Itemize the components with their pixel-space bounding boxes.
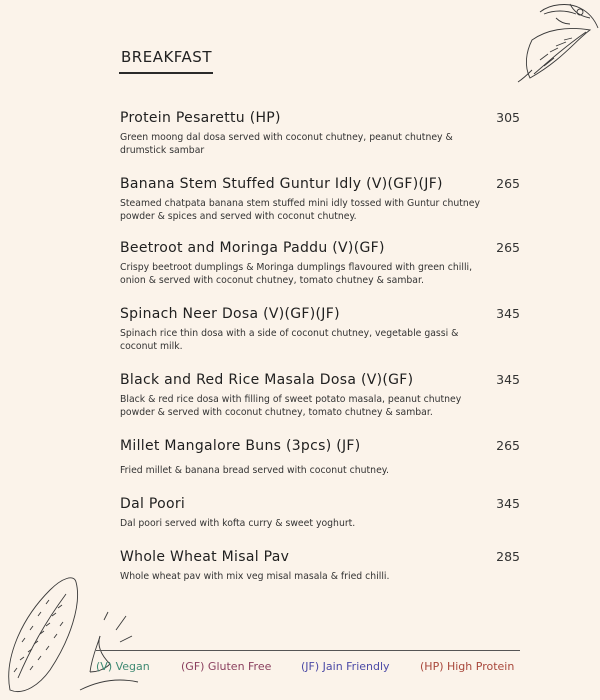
menu-item bbox=[120, 110, 520, 157]
menu-item bbox=[120, 306, 520, 353]
section-title: BREAKFAST bbox=[121, 48, 212, 66]
legend-divider bbox=[96, 650, 520, 651]
item-description: Spinach rice thin dosa with a side of coconut chutney, vegetable gassi & coconut milk. bbox=[120, 328, 459, 352]
item-name: Spinach Neer Dosa (V)(GF)(JF) bbox=[120, 306, 340, 322]
menu-item bbox=[120, 372, 520, 419]
item-description: Steamed chatpata banana stem stuffed mini idly tossed with Guntur chutney powder & spices and served with coconut chutney. bbox=[120, 198, 480, 222]
legend-gluten-free: (GF) Gluten Free bbox=[181, 660, 272, 673]
menu-item bbox=[120, 496, 520, 530]
item-price: 265 bbox=[496, 438, 520, 453]
jackfruit-sketch-icon bbox=[0, 560, 140, 700]
item-description: Black & red rice dosa with filling of sweet potato masala, peanut chutney powder & served with coconut chutney, tomato chutney & sambar. bbox=[120, 394, 462, 418]
item-description: Green moong dal dosa served with coconut chutney, peanut chutney & drumstick sambar bbox=[120, 132, 453, 156]
item-name: Black and Red Rice Masala Dosa (V)(GF) bbox=[120, 372, 414, 388]
item-price: 305 bbox=[496, 110, 520, 125]
item-price: 345 bbox=[496, 496, 520, 511]
item-price: 265 bbox=[496, 176, 520, 191]
item-description: Crispy beetroot dumplings & Moringa dumplings flavoured with green chilli, onion & served with coconut chutney, tomato chutney & sambar. bbox=[120, 262, 473, 286]
item-price: 345 bbox=[496, 372, 520, 387]
menu-item bbox=[120, 176, 520, 223]
legend-jain-friendly: (JF) Jain Friendly bbox=[301, 660, 390, 673]
item-name: Protein Pesarettu (HP) bbox=[120, 110, 281, 126]
title-underline bbox=[119, 72, 213, 74]
item-price: 285 bbox=[496, 549, 520, 564]
item-name: Beetroot and Moringa Paddu (V)(GF) bbox=[120, 240, 385, 256]
legend-high-protein: (HP) High Protein bbox=[420, 660, 515, 673]
legend-vegan: (V) Vegan bbox=[96, 660, 150, 673]
item-name: Millet Mangalore Buns (3pcs) (JF) bbox=[120, 438, 361, 454]
item-description: Whole wheat pav with mix veg misal masala & fried chilli. bbox=[120, 571, 390, 582]
item-name: Whole Wheat Misal Pav bbox=[120, 549, 290, 565]
menu-item bbox=[120, 549, 520, 583]
menu-item bbox=[120, 240, 520, 287]
item-name: Dal Poori bbox=[120, 496, 186, 512]
leaf-sketch-icon bbox=[510, 0, 600, 90]
item-description: Fried millet & banana bread served with coconut chutney. bbox=[120, 465, 389, 476]
item-description: Dal poori served with kofta curry & sweet yoghurt. bbox=[120, 518, 356, 529]
item-name: Banana Stem Stuffed Guntur Idly (V)(GF)(JF) bbox=[120, 176, 443, 192]
menu-item bbox=[120, 438, 520, 477]
item-price: 265 bbox=[496, 240, 520, 255]
item-price: 345 bbox=[496, 306, 520, 321]
